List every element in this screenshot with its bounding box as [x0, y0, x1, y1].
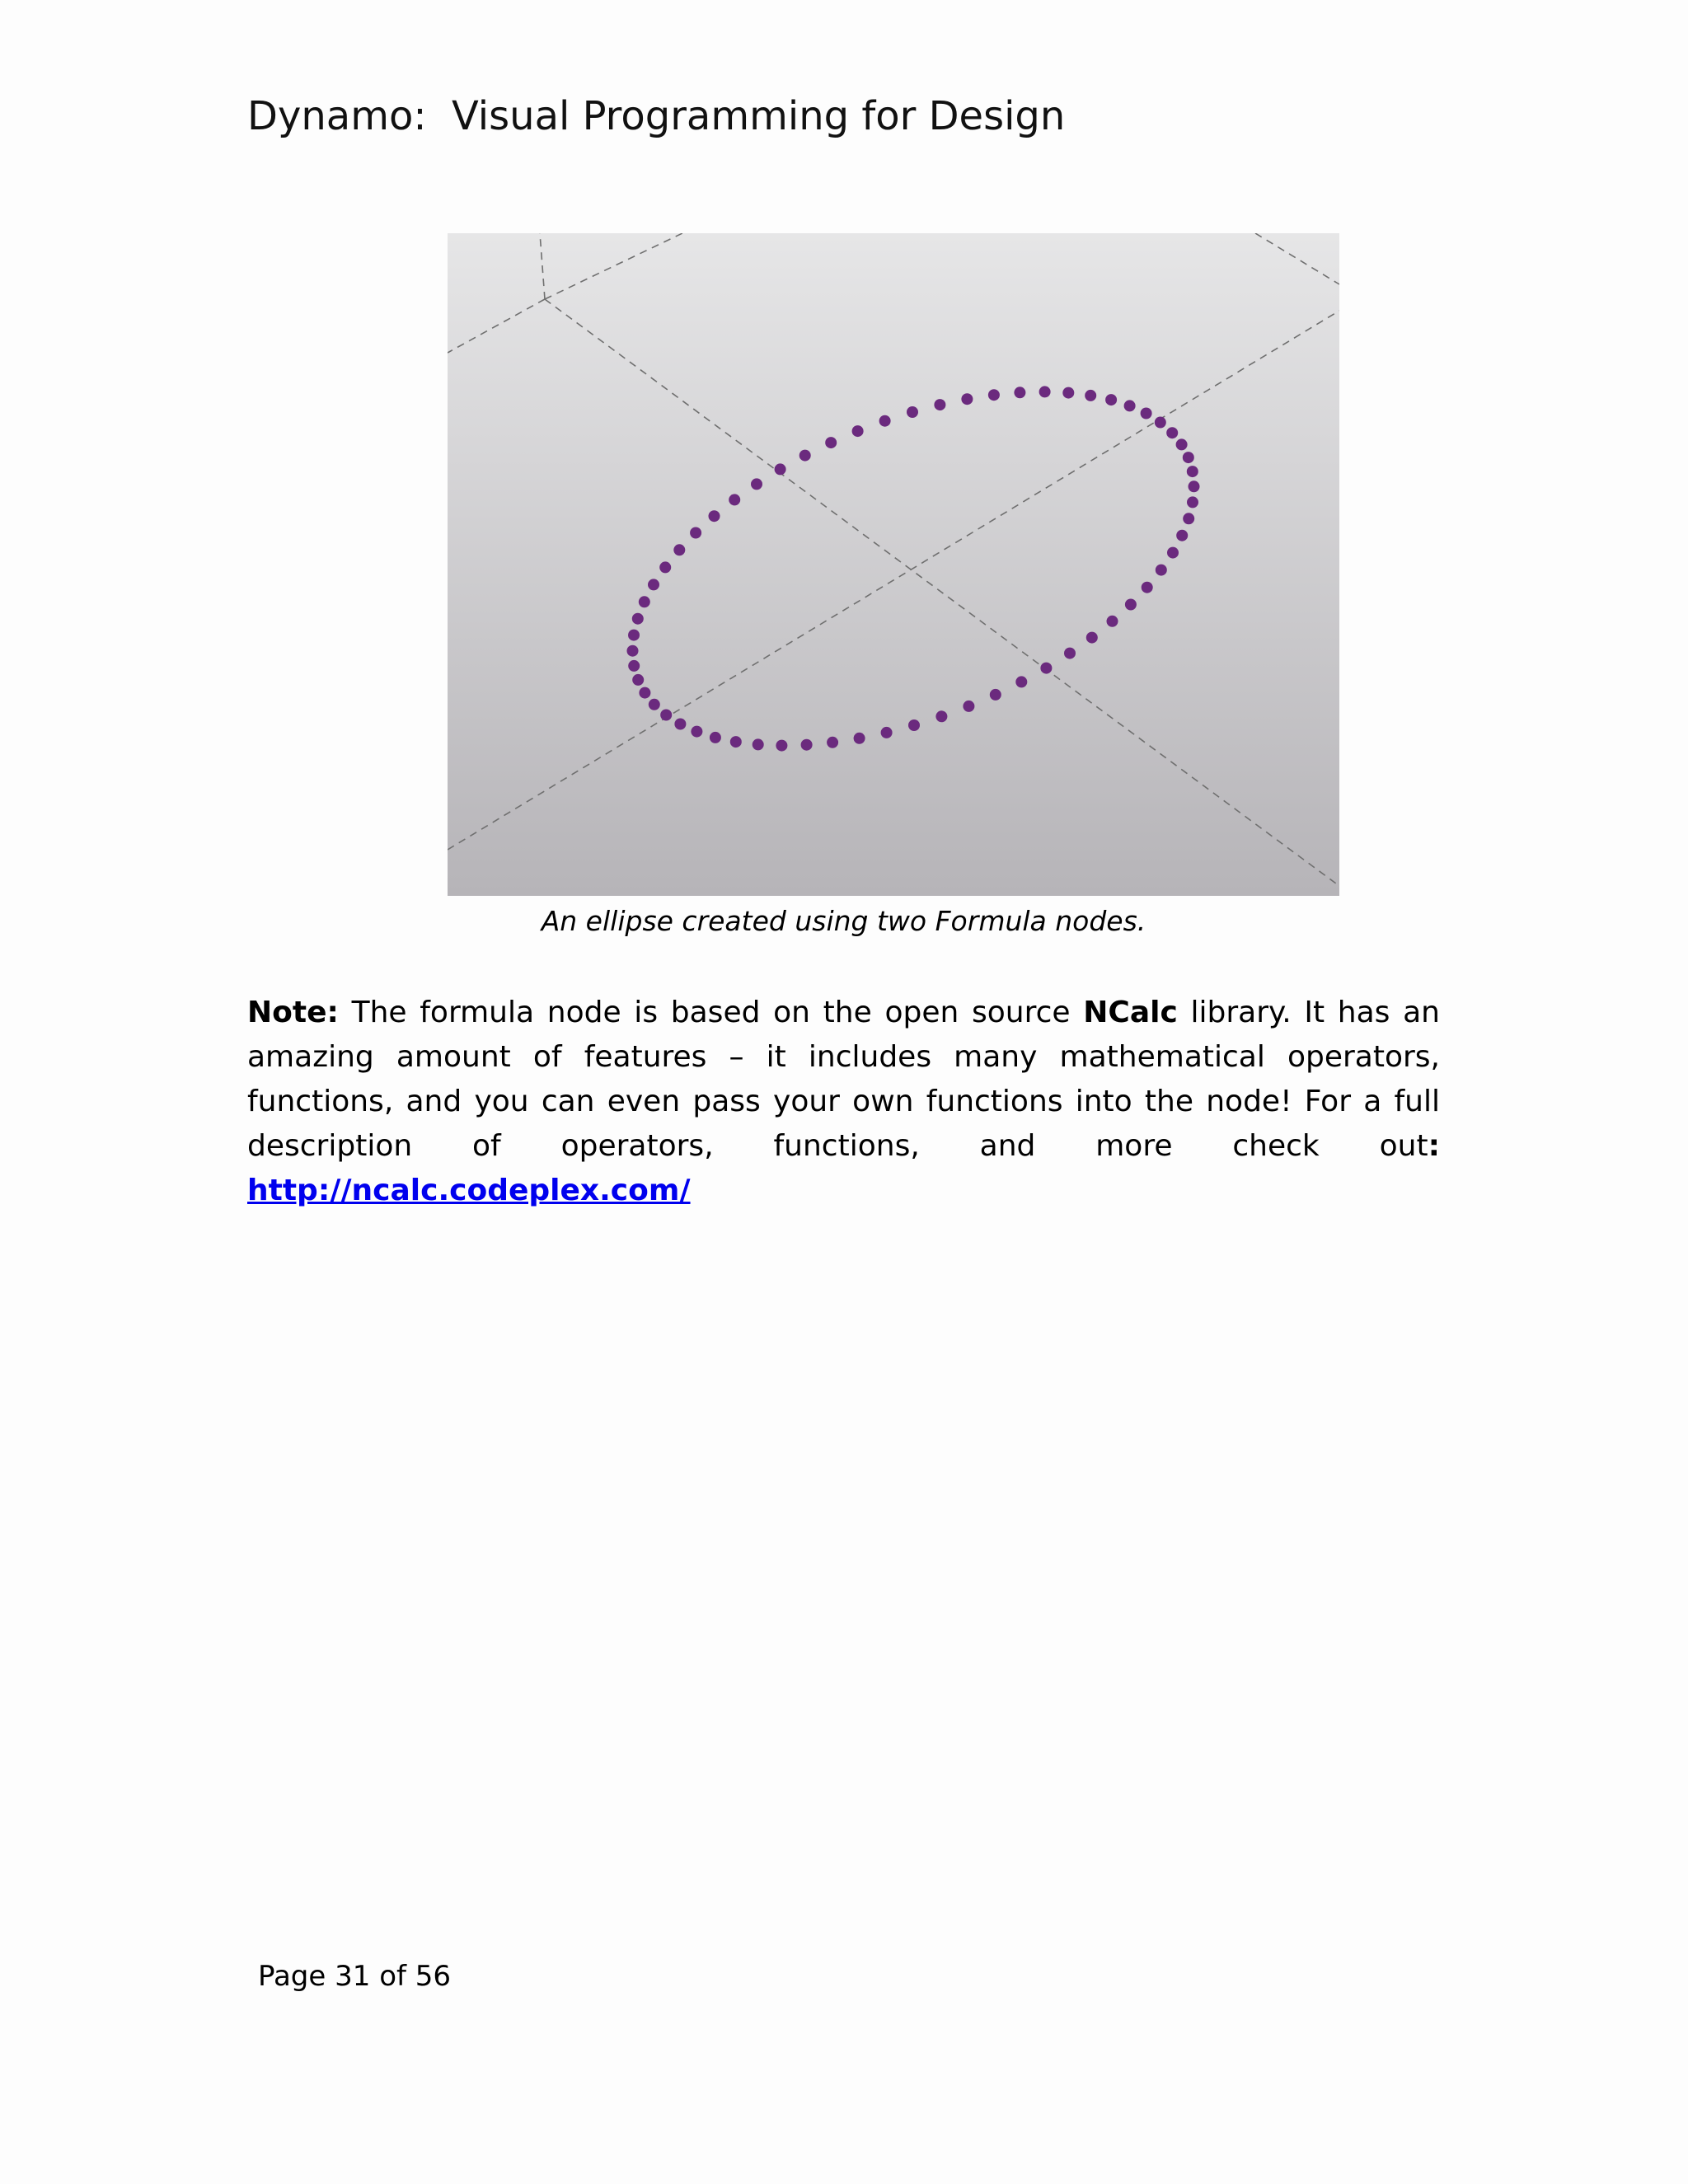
ellipse-point	[1183, 452, 1194, 463]
ellipse-point	[990, 689, 1001, 701]
figure-caption: An ellipse created using two Formula nodes.	[541, 905, 1146, 937]
ellipse-point	[935, 710, 947, 722]
ellipse-point	[1125, 599, 1137, 611]
ellipse-point	[660, 710, 672, 721]
ellipse-point	[1015, 676, 1027, 687]
ellipse-point	[691, 726, 702, 738]
ellipse-point	[709, 510, 720, 522]
ellipse-point	[961, 393, 973, 405]
ellipse-point	[1064, 648, 1076, 659]
ellipse-point	[1085, 390, 1096, 401]
note-paragraph	[247, 991, 1440, 1213]
ellipse-point	[988, 389, 1000, 401]
ellipse-point	[649, 699, 660, 710]
ellipse-point	[776, 740, 787, 752]
ellipse-point	[627, 645, 639, 657]
ellipse-figure	[448, 233, 1339, 896]
ellipse-point	[799, 450, 811, 462]
ncalc-bold: NCalc	[1083, 996, 1178, 1029]
ellipse-point	[730, 736, 742, 748]
ellipse-point	[1187, 496, 1198, 508]
ellipse-point	[673, 544, 685, 555]
ellipse-point	[751, 478, 762, 490]
ellipse-point	[1156, 565, 1167, 576]
ellipse-point	[1167, 547, 1179, 559]
ellipse-point	[1176, 438, 1188, 450]
ellipse-point	[852, 425, 864, 437]
ellipse-point	[710, 732, 721, 743]
page-header-title: Dynamo: Visual Programming for Design	[247, 93, 1066, 139]
ellipse-point	[1039, 386, 1051, 397]
ellipse-point	[690, 527, 701, 539]
ellipse-point	[934, 399, 945, 410]
ellipse-viewport	[448, 233, 1339, 896]
ellipse-point	[659, 561, 671, 573]
ellipse-point	[907, 406, 918, 418]
ellipse-point	[1166, 427, 1178, 438]
ellipse-point	[628, 630, 640, 641]
ellipse-point	[908, 719, 920, 731]
ellipse-point	[1187, 466, 1198, 477]
ellipse-point	[1142, 582, 1153, 593]
ellipse-point	[854, 733, 865, 744]
ellipse-point	[1107, 616, 1118, 627]
note-text-intro: The formula node is based on the open source	[351, 996, 1084, 1029]
ellipse-point	[801, 739, 813, 751]
ellipse-point	[1176, 530, 1188, 541]
ellipse-point	[825, 437, 837, 448]
ellipse-point	[639, 596, 650, 607]
ellipse-point	[628, 660, 640, 672]
viewport-background	[448, 233, 1339, 896]
ellipse-point	[1189, 480, 1200, 492]
ellipse-point	[729, 494, 740, 505]
ellipse-point	[1040, 663, 1052, 674]
note-text-body: library. It has an amazing amount of features – it includes many mathematical operators, functions, and you can even pass your own functions into the node! For a full description of operators, functions, and more check out	[247, 996, 1440, 1163]
ncalc-link[interactable]: http://ncalc.codeplex.com/	[247, 1174, 691, 1207]
ellipse-point	[1141, 408, 1152, 419]
note-colon: :	[1428, 1129, 1440, 1163]
ellipse-point	[879, 415, 891, 427]
ellipse-point	[1124, 400, 1136, 411]
ellipse-point	[1062, 387, 1074, 399]
ellipse-point	[674, 719, 686, 730]
ellipse-point	[1183, 513, 1194, 524]
ellipse-point	[632, 674, 644, 686]
ellipse-point	[632, 613, 644, 625]
ellipse-point	[1014, 387, 1025, 398]
ellipse-point	[881, 727, 893, 738]
note-label: Note:	[247, 996, 339, 1029]
ellipse-point	[775, 463, 786, 475]
ellipse-point	[1086, 632, 1098, 644]
ellipse-point	[1105, 394, 1117, 405]
ellipse-point	[648, 579, 659, 590]
ellipse-point	[1155, 417, 1166, 429]
ellipse-point	[827, 737, 838, 748]
ellipse-point	[963, 701, 974, 712]
page-number: Page 31 of 56	[258, 1960, 452, 1993]
ellipse-point	[639, 687, 650, 699]
ellipse-point	[753, 738, 764, 750]
